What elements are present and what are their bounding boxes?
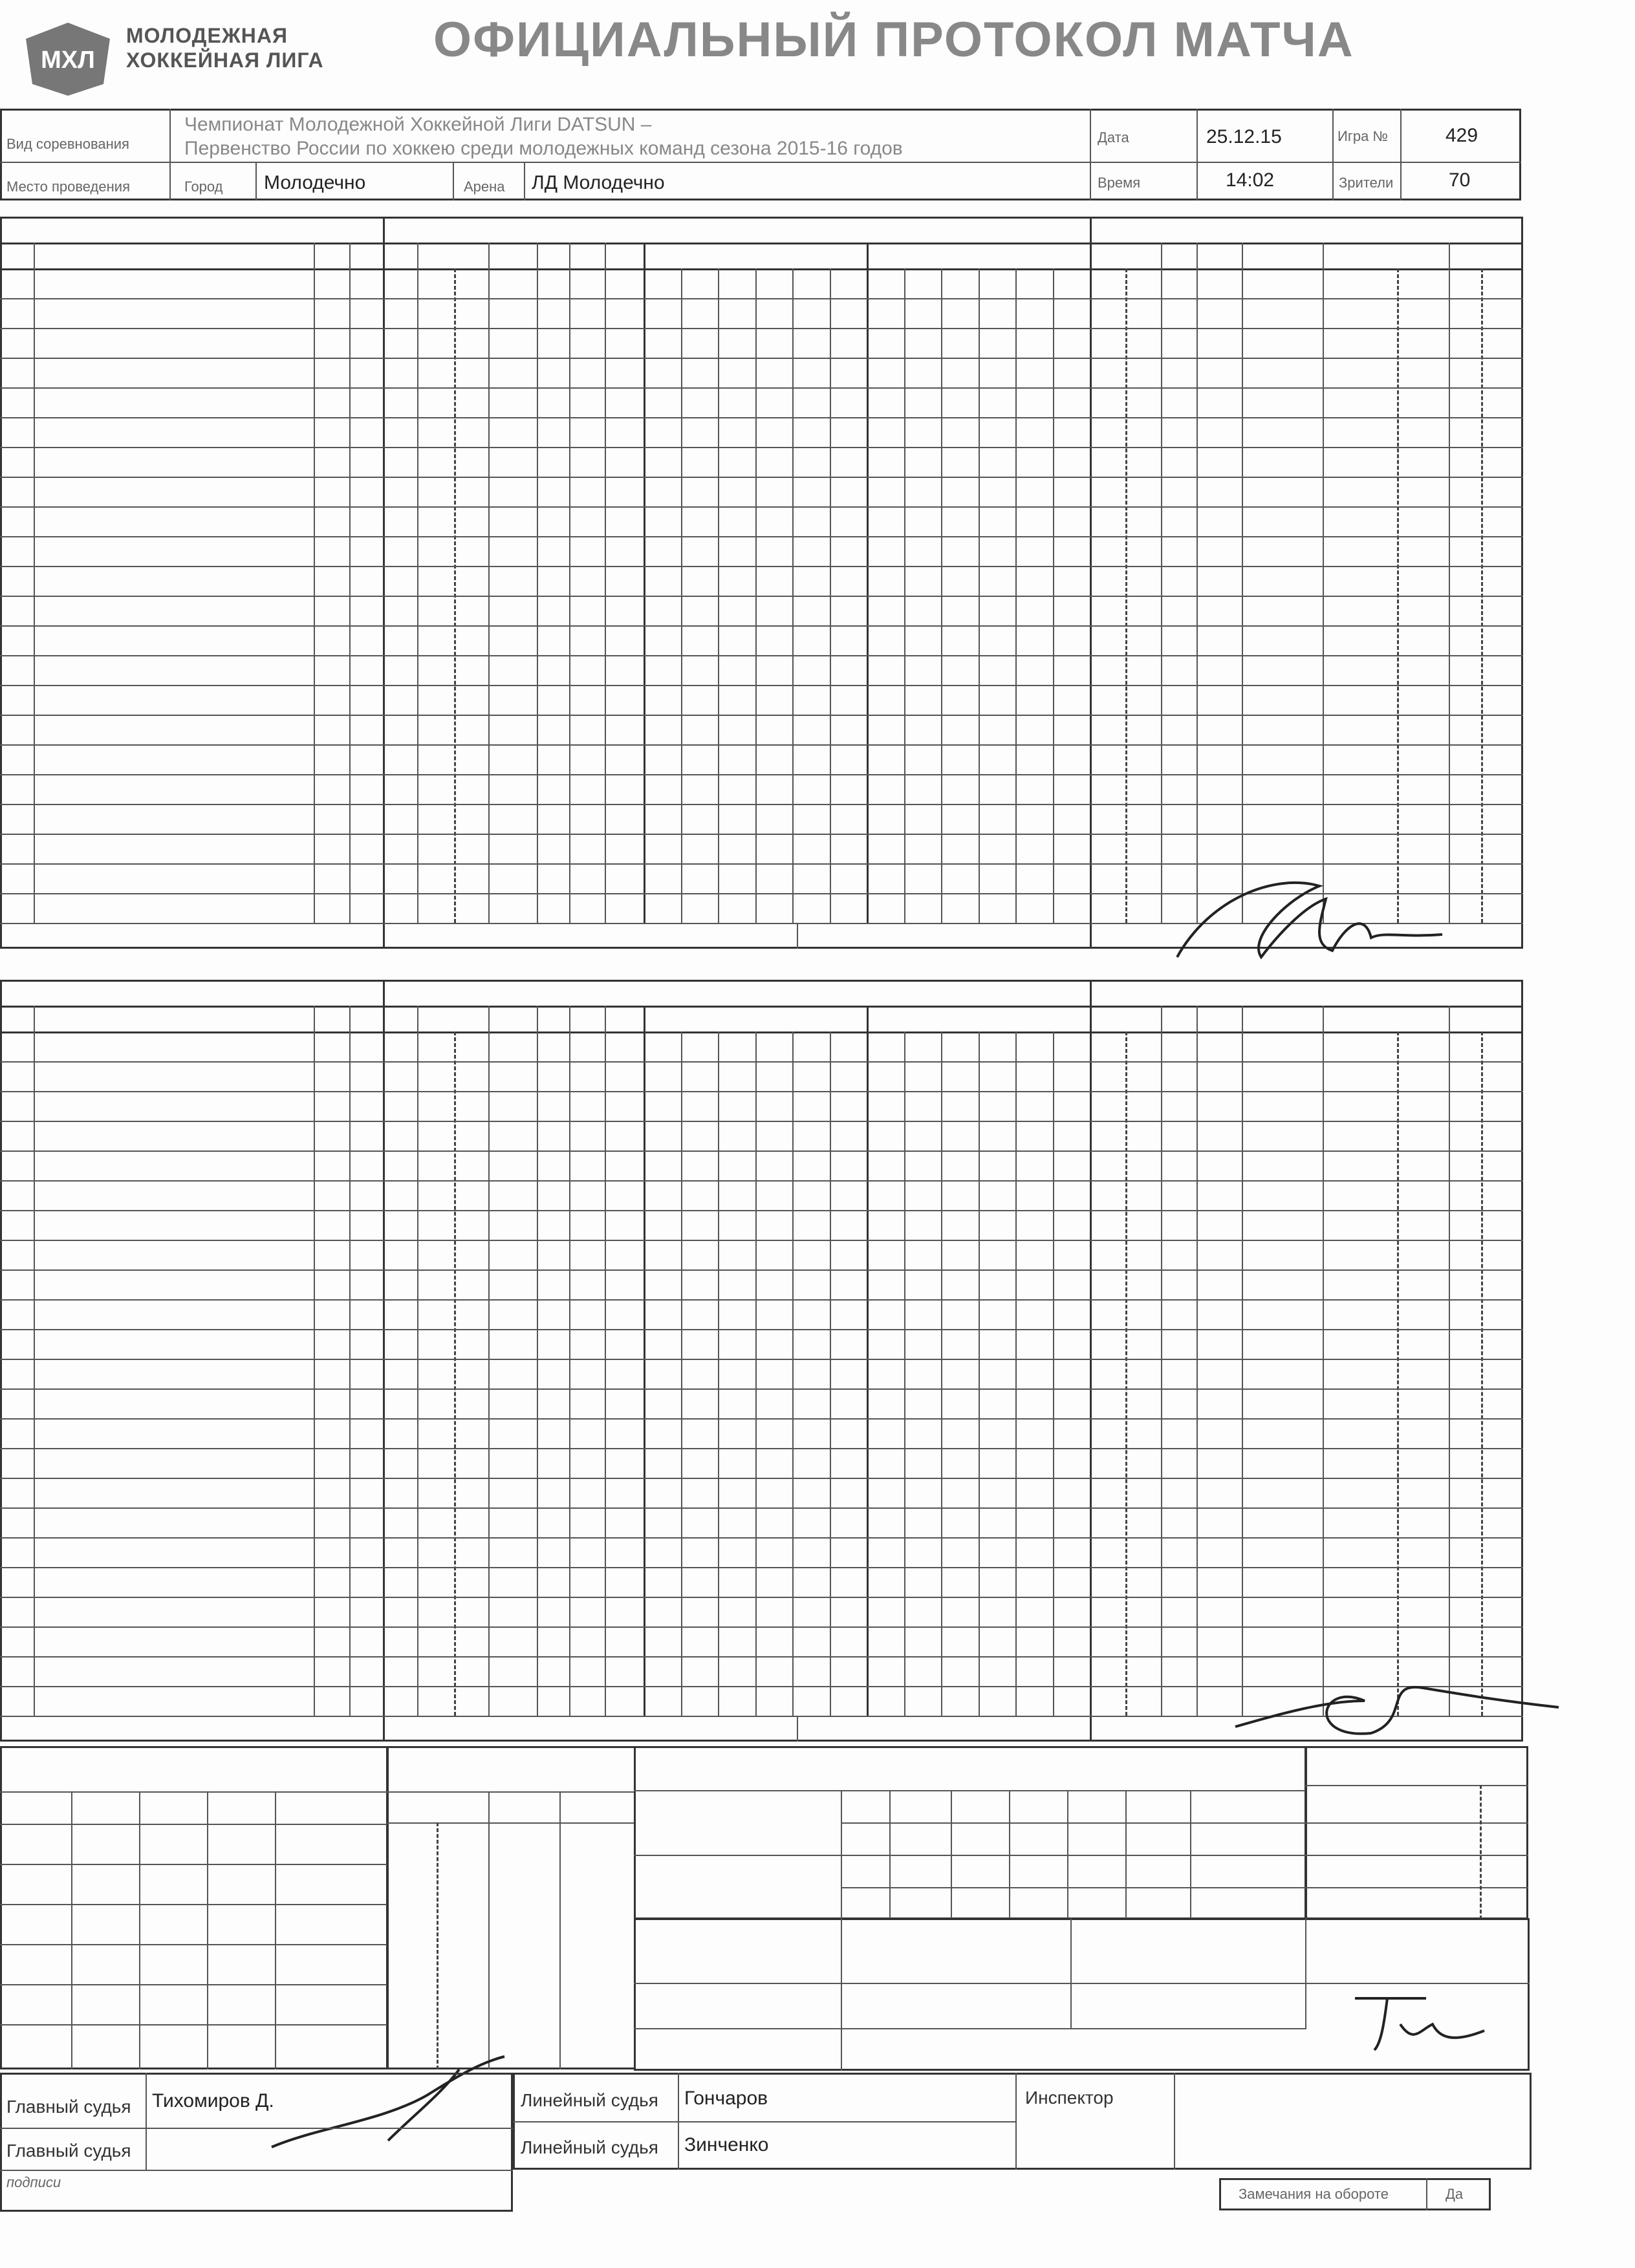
grid-line: [1242, 1006, 1243, 1716]
grid-line: [797, 1716, 798, 1742]
grid-line: [1090, 1091, 1523, 1092]
grid-line: [718, 1031, 719, 1716]
grid-line: [0, 744, 385, 746]
date-value: 25.12.15: [1206, 126, 1282, 147]
shootout-box: [0, 1746, 388, 2069]
grid-line: [383, 1269, 1092, 1271]
grid-line: [0, 506, 385, 508]
linesman2-value: Зинченко: [684, 2134, 769, 2155]
grid-line: [383, 1537, 1092, 1539]
grid-line: [383, 566, 1092, 567]
grid-line: [1161, 1006, 1162, 1716]
grid-line: [0, 863, 385, 865]
grid-line: [383, 1418, 1092, 1420]
grid-line: [0, 1299, 385, 1301]
grid-line: [1161, 243, 1162, 923]
grid-line: [1090, 834, 1523, 835]
grid-line: [1090, 1240, 1523, 1241]
grid-line: [1090, 1597, 1523, 1598]
grid-line: [0, 893, 385, 894]
grid-line: [383, 417, 1092, 418]
grid-line: [1090, 625, 1523, 627]
grid-line: [0, 1091, 385, 1092]
grid-line: [383, 863, 1092, 865]
grid-line: [383, 1180, 1092, 1182]
referee-label-1: Главный судья: [6, 2097, 131, 2117]
grid-line: [1090, 655, 1523, 656]
time-label: Время: [1098, 175, 1141, 191]
grid-line: [383, 1448, 1092, 1449]
signature-secretary: [1348, 1985, 1491, 2057]
match-time-divider: [1480, 1785, 1482, 1919]
grid-line: [0, 774, 385, 775]
time-value: 14:02: [1226, 169, 1275, 191]
grid-line: [383, 1121, 1092, 1122]
grid-line: [0, 268, 385, 270]
grid-line: [841, 1887, 1306, 1888]
grid-line: [941, 1031, 942, 1716]
grid-line: [314, 243, 315, 923]
grid-line: [681, 1031, 682, 1716]
grid-line: [1015, 1031, 1017, 1716]
pen-start-divider: [1397, 1031, 1399, 1716]
grid-line: [0, 1537, 385, 1539]
grid-line: [1449, 243, 1450, 923]
grid-line: [275, 1791, 276, 2069]
grid-line: [644, 243, 645, 923]
grid-line: [1090, 1507, 1523, 1509]
grid-line: [488, 1006, 490, 1716]
grid-line: [0, 1686, 385, 1687]
grid-line: [0, 387, 385, 389]
grid-line: [0, 1061, 385, 1063]
grid-line: [0, 1567, 385, 1568]
grid-line: [1090, 268, 1523, 270]
grid-line: [0, 1824, 388, 1825]
grid-line: [383, 1597, 1092, 1598]
grid-line: [383, 1299, 1092, 1301]
spectators-value: 70: [1449, 169, 1471, 191]
grid-line: [383, 1388, 1092, 1390]
penalties-box: [1090, 217, 1523, 949]
grid-line: [0, 1269, 385, 1271]
grid-line: [1090, 506, 1523, 508]
goalie-time-box: [387, 1746, 636, 2069]
grid-line: [1090, 1299, 1523, 1301]
grid-line: [1323, 243, 1324, 923]
pen-end-divider: [1481, 1031, 1483, 1716]
place-label: Место проведения: [6, 178, 130, 195]
roster-box: [0, 217, 385, 949]
grid-line: [0, 1478, 385, 1479]
grid-line: [0, 1791, 388, 1793]
arena-label: Арена: [464, 178, 505, 195]
match-time-box: [1305, 1746, 1528, 1919]
grid-line: [1090, 685, 1523, 686]
game-value: 429: [1446, 125, 1478, 146]
grid-line: [383, 1150, 1092, 1152]
grid-line: [383, 1656, 1092, 1658]
date-label: Дата: [1098, 129, 1129, 146]
grid-line: [1090, 566, 1523, 567]
grid-line: [0, 715, 385, 716]
grid-line: [383, 506, 1092, 508]
pen-time-divider: [1125, 1031, 1127, 1716]
grid-line: [0, 566, 385, 567]
grid-line: [1090, 1121, 1523, 1122]
league-name: МОЛОДЕЖНАЯ ХОККЕЙНАЯ ЛИГА: [126, 24, 324, 72]
grid-line: [1090, 477, 1523, 478]
linesman-label-1: Линейный судья: [521, 2090, 658, 2110]
grid-line: [1196, 1006, 1198, 1716]
grid-line: [0, 536, 385, 537]
grid-line: [1090, 1388, 1523, 1390]
grid-line: [383, 1478, 1092, 1479]
signatures-label: подписи: [6, 2174, 61, 2190]
grid-line: [383, 328, 1092, 329]
grid-line: [634, 2028, 1306, 2029]
period-box: [634, 1746, 1306, 1919]
grid-line: [1090, 1418, 1523, 1420]
grid-line: [383, 715, 1092, 716]
grid-line: [1090, 1537, 1523, 1539]
grid-line: [314, 1006, 315, 1716]
grid-line: [0, 596, 385, 597]
grid-line: [1305, 1918, 1306, 2028]
grid-line: [383, 1091, 1092, 1092]
grid-line: [383, 447, 1092, 448]
city-value: Молодечно: [264, 172, 366, 193]
grid-line: [1196, 243, 1198, 923]
grid-line: [841, 1822, 1306, 1824]
page-title: ОФИЦИАЛЬНЫЙ ПРОТОКОЛ МАТЧА: [433, 12, 1354, 67]
grid-line: [0, 1597, 385, 1598]
grid-line: [0, 685, 385, 686]
grid-line: [0, 1388, 385, 1390]
grid-line: [1090, 596, 1523, 597]
grid-line: [383, 387, 1092, 389]
grid-line: [383, 1507, 1092, 1509]
grid-line: [634, 1790, 1306, 1791]
grid-line: [605, 243, 606, 923]
grid-line: [34, 1006, 35, 1716]
grid-line: [0, 834, 385, 835]
grid-line: [1090, 1210, 1523, 1211]
grid-line: [605, 1006, 606, 1716]
grid-line: [387, 1822, 636, 1824]
grid-line: [904, 1031, 905, 1716]
grid-line: [1090, 243, 1523, 244]
grid-line: [383, 1567, 1092, 1568]
grid-line: [0, 358, 385, 359]
grid-line: [1090, 1031, 1523, 1033]
grid-line: [0, 298, 385, 299]
grid-line: [797, 923, 798, 949]
linesman1-value: Гончаров: [684, 2088, 768, 2109]
grid-line: [1090, 715, 1523, 716]
grid-line: [139, 1791, 140, 2069]
grid-line: [979, 1031, 980, 1716]
grid-line: [383, 1061, 1092, 1063]
arena-value: ЛД Молодечно: [532, 172, 665, 193]
city-label: Город: [184, 178, 223, 195]
grid-line: [1323, 1006, 1324, 1716]
grid-line: [1090, 417, 1523, 418]
grid-line: [0, 417, 385, 418]
grid-line: [0, 1121, 385, 1122]
grid-line: [0, 625, 385, 627]
grid-line: [1090, 1006, 1523, 1008]
grid-line: [0, 1210, 385, 1211]
grid-line: [0, 243, 385, 244]
grid-line: [349, 1006, 351, 1716]
remarks-value: Да: [1446, 2186, 1464, 2202]
grid-line: [0, 1180, 385, 1182]
grid-line: [1090, 744, 1523, 746]
grid-line: [1090, 358, 1523, 359]
grid-line: [1090, 1180, 1523, 1182]
grid-line: [0, 1626, 385, 1628]
grid-line: [383, 834, 1092, 835]
comp-line1: Чемпионат Молодежной Хоккейной Лиги DATSUN –: [184, 114, 652, 135]
grid-line: [383, 685, 1092, 686]
grid-line: [0, 1031, 385, 1033]
grid-line: [0, 655, 385, 656]
grid-line: [1090, 774, 1523, 775]
grid-line: [387, 1791, 636, 1793]
grid-line: [634, 1855, 1306, 1856]
grid-line: [644, 1006, 645, 1716]
grid-line: [1090, 447, 1523, 448]
game-label: Игра №: [1337, 128, 1389, 144]
grid-line: [0, 1656, 385, 1658]
grid-line: [0, 1329, 385, 1330]
svg-text:МХЛ: МХЛ: [41, 47, 95, 74]
mhl-logo-icon: [19, 19, 116, 97]
grid-line: [867, 1006, 869, 1716]
referee1-value: Тихомиров Д.: [152, 2090, 274, 2111]
grid-line: [0, 1150, 385, 1152]
inspector-label: Инспектор: [1025, 2088, 1114, 2108]
grid-line: [0, 447, 385, 448]
grid-line: [383, 804, 1092, 805]
grid-line: [0, 1864, 388, 1865]
grid-line: [383, 774, 1092, 775]
grid-line: [383, 1329, 1092, 1330]
grid-line: [537, 243, 538, 923]
grid-line: [383, 298, 1092, 299]
grid-line: [34, 243, 35, 923]
grid-line: [383, 1240, 1092, 1241]
grid-line: [1305, 1785, 1528, 1786]
grid-line: [383, 477, 1092, 478]
grid-line: [1090, 1626, 1523, 1628]
grid-line: [1090, 1359, 1523, 1360]
grid-line: [417, 243, 418, 923]
grid-line: [0, 328, 385, 329]
grid-line: [634, 1983, 1530, 1984]
grid-line: [0, 1507, 385, 1509]
grid-line: [1090, 298, 1523, 299]
grid-line: [1305, 1855, 1528, 1856]
grid-line: [867, 243, 869, 923]
grid-line: [383, 596, 1092, 597]
grid-line: [488, 243, 490, 923]
time-divider: [454, 1031, 456, 1716]
grid-line: [1090, 1567, 1523, 1568]
grid-line: [1090, 1061, 1523, 1063]
grid-line: [792, 1031, 794, 1716]
grid-line: [0, 1359, 385, 1360]
signature-a: [1171, 860, 1449, 970]
comp-label: Вид соревнования: [6, 136, 129, 152]
grid-line: [383, 1626, 1092, 1628]
grid-line: [0, 1006, 385, 1008]
grid-line: [1449, 1006, 1450, 1716]
grid-line: [1090, 1478, 1523, 1479]
grid-line: [383, 1686, 1092, 1687]
grid-line: [1053, 1031, 1054, 1716]
grid-line: [383, 1210, 1092, 1211]
grid-line: [417, 1006, 418, 1716]
grid-line: [0, 804, 385, 805]
grid-line: [0, 1418, 385, 1420]
grid-line: [0, 1944, 388, 1945]
grid-line: [1090, 1329, 1523, 1330]
signature-b: [1229, 1656, 1565, 1759]
grid-line: [383, 358, 1092, 359]
grid-line: [755, 1031, 757, 1716]
comp-line2: Первенство России по хоккею среди молодежных команд сезона 2015-16 годов: [184, 138, 903, 159]
grid-line: [569, 243, 570, 923]
grid-line: [71, 1791, 72, 2069]
grid-line: [0, 1240, 385, 1241]
spectators-label: Зрители: [1339, 175, 1394, 191]
linesman-label-2: Линейный судья: [521, 2137, 658, 2157]
grid-line: [0, 1904, 388, 1905]
grid-line: [1090, 387, 1523, 389]
gk-divider: [437, 1822, 439, 2069]
grid-line: [559, 1791, 561, 2069]
grid-line: [383, 893, 1092, 894]
grid-line: [383, 744, 1092, 746]
grid-line: [830, 1031, 831, 1716]
grid-line: [1242, 243, 1243, 923]
grid-line: [383, 655, 1092, 656]
grid-line: [1090, 328, 1523, 329]
grid-line: [537, 1006, 538, 1716]
grid-line: [1090, 536, 1523, 537]
grid-line: [207, 1791, 208, 2069]
grid-line: [488, 1791, 490, 2069]
grid-line: [1090, 1269, 1523, 1271]
remarks-label: Замечания на обороте: [1239, 2186, 1389, 2202]
grid-line: [383, 1359, 1092, 1360]
grid-line: [0, 1448, 385, 1449]
grid-line: [569, 1006, 570, 1716]
grid-line: [0, 1984, 388, 1985]
grid-line: [1305, 1822, 1528, 1824]
grid-line: [1070, 1918, 1072, 2028]
grid-line: [0, 477, 385, 478]
grid-line: [383, 625, 1092, 627]
grid-line: [1305, 1887, 1528, 1888]
grid-line: [1090, 1448, 1523, 1449]
grid-line: [0, 2024, 388, 2025]
grid-line: [841, 1918, 842, 2071]
referee-label-2: Главный судья: [6, 2141, 131, 2161]
grid-line: [349, 243, 351, 923]
grid-line: [383, 536, 1092, 537]
grid-line: [1090, 1150, 1523, 1152]
grid-line: [1090, 804, 1523, 805]
